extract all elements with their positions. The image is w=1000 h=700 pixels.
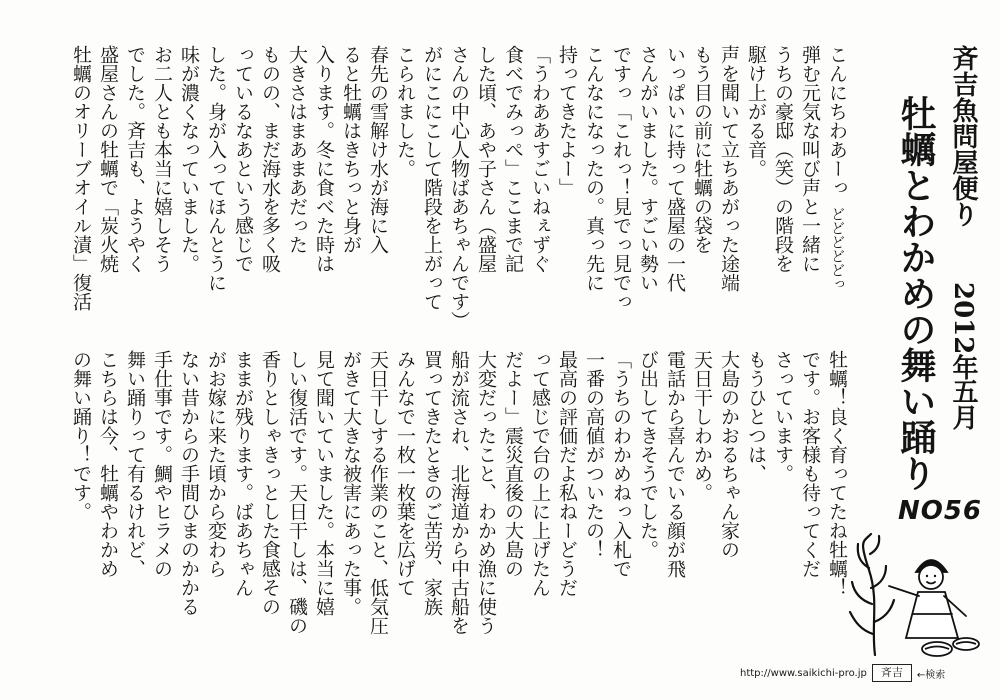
text-column (688, 45, 715, 335)
text-column (634, 45, 661, 335)
text-column-line: 声を聞いて立ちあがった途端 (718, 45, 740, 292)
text-column-line: 電話から喜んでいる顔が飛 (664, 350, 686, 578)
text-column-line: でした。斉吉も、ようやく (124, 45, 146, 273)
text-column-line: さんがいました。すごい勢い (637, 45, 659, 292)
issue-number: NO56 (897, 496, 982, 526)
text-column-line: しい復活です。天日干しは、磯の (286, 350, 308, 635)
text-column (202, 45, 229, 335)
text-column (364, 350, 391, 640)
text-column (418, 45, 445, 335)
text-column-line: もう目の前に牡蠣の袋を (691, 45, 713, 254)
text-column (364, 45, 391, 335)
text-column-line: がきて大きな被害にあった事。 (340, 350, 362, 616)
text-column (310, 45, 337, 335)
text-column-line: うちの豪邸（笑）の階段を (772, 45, 794, 273)
text-column (391, 45, 418, 335)
text-column (553, 350, 580, 640)
text-column (94, 350, 121, 640)
text-column (580, 350, 607, 640)
raised-arm (889, 586, 919, 596)
text-column-line: ると牡蠣はきちっと身が (340, 45, 362, 254)
text-column-line: 香りとしゃきっとした食感その (259, 350, 281, 616)
oysters-icon (922, 638, 979, 656)
text-column (121, 350, 148, 640)
website-url: http://www.saikichi-pro.jp (740, 667, 867, 679)
text-column-line: 船が流され、北海道から中古船を (448, 350, 470, 635)
text-column-line: ですっ「これっ！見でっ見でっ (610, 45, 632, 311)
text-column-line: の舞い踊り！です。 (70, 350, 92, 521)
text-column (634, 350, 661, 640)
text-column-line: 大きさはまあまあだった (286, 45, 308, 254)
text-column (580, 45, 607, 335)
text-column (715, 350, 742, 640)
publication-year: 2012年 (948, 282, 978, 381)
text-column (148, 45, 175, 335)
text-column-line: 大変だったこと、わかめ漁に使う (475, 350, 497, 635)
text-column-line: お二人とも本当に嬉しそう (151, 45, 173, 273)
text-column (256, 45, 283, 335)
text-column (499, 350, 526, 640)
body-icon (906, 592, 958, 638)
text-column-line: した。身が入ってほんとうに (205, 45, 227, 292)
grandma-seaweed-illustration (845, 530, 990, 660)
text-column (67, 45, 94, 335)
text-column-line: 春先の雪解け水が海に入 (367, 45, 389, 254)
text-column (715, 45, 742, 335)
text-column (769, 45, 796, 335)
text-column (229, 350, 256, 640)
text-column-line: 買ってきたときのご苦労、家族 (421, 350, 443, 616)
text-column (283, 45, 310, 335)
text-column (823, 45, 850, 335)
text-column-line: 天日干しする作業のこと、低気圧 (367, 350, 389, 635)
text-column (337, 350, 364, 640)
text-column-line: もうひとつは、 (745, 350, 767, 483)
text-column-line: です。お客様も待ってくだ (799, 350, 821, 578)
text-column-line: さっています。 (772, 350, 794, 483)
text-column (283, 350, 310, 640)
text-column (607, 350, 634, 640)
text-column-line: っているなあという感じで (232, 45, 254, 273)
text-column-line: こられました。 (394, 45, 416, 178)
lower-text-tier (67, 350, 850, 640)
search-hint: ←検索 (916, 669, 946, 681)
text-column (175, 45, 202, 335)
text-column-line: した頃、あや子さん（盛屋 (475, 45, 497, 273)
text-column-line: 「うわああすごいねぇずぐ (529, 45, 551, 273)
text-column (310, 350, 337, 640)
text-column-line: がにこにこして階段を上がって (421, 45, 443, 311)
publication-month: 五月 (948, 378, 978, 430)
text-column (94, 45, 121, 335)
text-column-line: 舞い踊りって有るけれど、 (124, 350, 146, 578)
text-column (796, 45, 823, 335)
publication-name: 斉吉魚問屋便り (948, 45, 978, 227)
text-column-line: 食べでみっぺ」ここまで記 (502, 45, 524, 273)
text-column (175, 350, 202, 640)
text-column (742, 350, 769, 640)
text-column (67, 350, 94, 640)
text-column-line: がお嫁に来た頃から変わら (205, 350, 227, 578)
text-column-line: って感じで台の上に上げたん (529, 350, 551, 597)
text-column (202, 350, 229, 640)
text-column (607, 45, 634, 335)
eye-icon (934, 575, 936, 577)
text-column-line: 味が濃くなっていました。 (178, 45, 200, 273)
face-icon (919, 565, 943, 589)
text-column-line: び出してきそうでした。 (637, 350, 659, 559)
text-column-line: ものの、まだ海水を多く吸 (259, 45, 281, 273)
text-column (229, 45, 256, 335)
text-column (148, 350, 175, 640)
text-column-line: 天日干しわかめ。 (691, 350, 713, 502)
text-column (661, 45, 688, 335)
text-column (445, 45, 472, 335)
seaweed-icon (850, 534, 894, 655)
text-column (418, 350, 445, 640)
text-column (472, 350, 499, 640)
text-column-line: 見て聞いていました。本当に嬉 (313, 350, 335, 616)
text-column-line: こんにちわあーっ (826, 45, 848, 197)
text-column-line: 盛屋さんの牡蠣で「炭火焼 (97, 45, 119, 273)
text-column (796, 350, 823, 640)
text-column-line: 弾む元気な叫び声と一緒に (799, 45, 821, 273)
text-column-line: ない昔からの手間ひまのかかる (178, 350, 200, 616)
text-column (661, 350, 688, 640)
text-column-line: 持ってきたよー」 (556, 45, 578, 197)
footer (740, 664, 945, 682)
text-column-line: いっぱいに持って盛屋の一代 (664, 45, 686, 292)
text-column-line: 一番の高値がついたの！ (583, 350, 605, 559)
text-column (499, 45, 526, 335)
page-title: 牡蠣とわかめの舞い踊り (895, 95, 936, 491)
text-column (391, 350, 418, 640)
search-box: 斉吉 (872, 664, 912, 682)
text-column-line: 牡蠣のオリーブオイル漬」復活 (70, 45, 92, 311)
text-column-line: ままが残ります。ばあちゃん (232, 350, 254, 597)
text-column-line: 駆け上がる音。 (745, 45, 767, 178)
sound-effect-text: どどどどどっ (829, 207, 845, 291)
text-column-line: 入ります。冬に食べた時は (313, 45, 335, 273)
text-column (769, 350, 796, 640)
text-column (445, 350, 472, 640)
text-column-line: 最高の評価だよ私ねーどうだ (556, 350, 578, 597)
text-column-line: こんなになったの。真っ先に (583, 45, 605, 292)
text-column-line: さんの中心人物ばあちゃんです） (448, 45, 470, 330)
text-column (688, 350, 715, 640)
text-column-line: 大島のかおるちゃん家の (718, 350, 740, 559)
text-column (742, 45, 769, 335)
text-column (337, 45, 364, 335)
upper-text-tier (67, 45, 850, 335)
eye-icon (926, 575, 928, 577)
text-column-line: こちらは今、牡蠣やわかめ (97, 350, 119, 578)
text-column (121, 45, 148, 335)
text-column-line: 「うちのわかめねっ入札で (610, 350, 632, 578)
text-column (553, 45, 580, 335)
text-column-line: 牡蠣！良く育ってたね牡蠣！ (826, 350, 848, 597)
grandma-figure (889, 560, 966, 638)
text-column (526, 350, 553, 640)
text-column (526, 45, 553, 335)
text-column-line: だよー」震災直後の大島の (502, 350, 524, 578)
text-column (256, 350, 283, 640)
text-column (472, 45, 499, 335)
text-column-line: みんなで一枚一枚葉を広げて (394, 350, 416, 597)
text-column-line: 手仕事です。鯛やヒラメの (151, 350, 173, 578)
